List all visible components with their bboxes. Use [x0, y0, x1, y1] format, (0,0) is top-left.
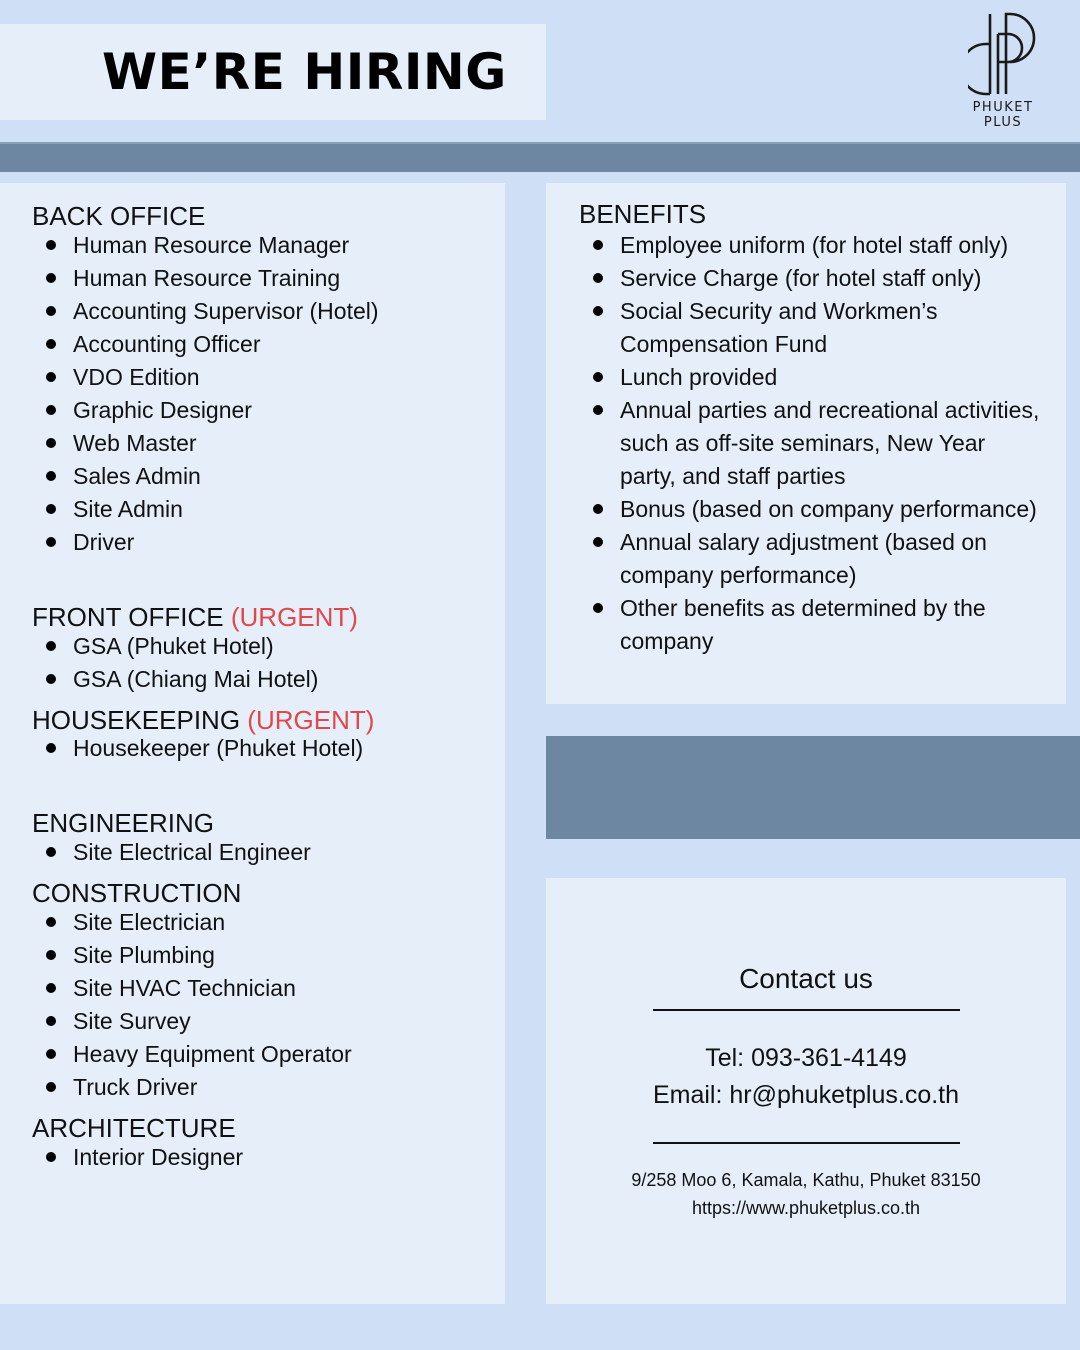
- contact-phone[interactable]: Tel: 093-361-4149: [705, 1044, 907, 1072]
- list-item: Heavy Equipment Operator: [32, 1038, 352, 1071]
- section-title-back-office: BACK OFFICE: [32, 201, 206, 231]
- section-title-front-office: FRONT OFFICE (URGENT): [32, 602, 358, 632]
- section-title-architecture: ARCHITECTURE: [32, 1113, 236, 1143]
- engineering-list: [32, 836, 311, 869]
- list-item: GSA (Phuket Hotel): [32, 630, 318, 663]
- contact-address: 9/258 Moo 6, Kamala, Kathu, Phuket 83150: [631, 1170, 981, 1190]
- header-divider: [0, 142, 1080, 172]
- section-title-construction: CONSTRUCTION: [32, 878, 242, 908]
- list-item: Web Master: [32, 427, 379, 460]
- list-item: Bonus (based on company performance): [579, 493, 1040, 526]
- list-item: Site Survey: [32, 1005, 352, 1038]
- list-item: Human Resource Training: [32, 262, 379, 295]
- list-item: Service Charge (for hotel staff only): [579, 262, 1040, 295]
- list-item: Site HVAC Technician: [32, 972, 352, 1005]
- list-item: Interior Designer: [32, 1141, 243, 1174]
- logo: [962, 10, 1044, 132]
- list-item: Social Security and Workmen’s Compensation Fund: [579, 295, 1040, 361]
- list-item: Graphic Designer: [32, 394, 379, 427]
- list-item: Site Admin: [32, 493, 379, 526]
- divider: [653, 1009, 960, 1011]
- construction-list: [32, 906, 352, 1104]
- contact-email[interactable]: Email: hr@phuketplus.co.th: [652, 1081, 960, 1109]
- list-item: Human Resource Manager: [32, 229, 379, 262]
- logo-text-line1: PHUKET: [972, 100, 1034, 115]
- urgent-badge: (URGENT): [247, 705, 375, 735]
- list-item: Sales Admin: [32, 460, 379, 493]
- list-item: GSA (Chiang Mai Hotel): [32, 663, 318, 696]
- list-item: Site Electrical Engineer: [32, 836, 311, 869]
- list-item: Other benefits as determined by the company: [579, 592, 1040, 658]
- architecture-list: [32, 1141, 243, 1174]
- decorative-band: [546, 736, 1080, 839]
- housekeeping-list: [32, 732, 363, 765]
- list-item: Housekeeper (Phuket Hotel): [32, 732, 363, 765]
- list-item: Site Electrician: [32, 906, 352, 939]
- section-title-engineering: ENGINEERING: [32, 808, 215, 838]
- list-item: Driver: [32, 526, 379, 559]
- list-item: VDO Edition: [32, 361, 379, 394]
- list-item: Accounting Officer: [32, 328, 379, 361]
- contact-title: Contact us: [739, 963, 873, 994]
- list-item: Truck Driver: [32, 1071, 352, 1104]
- section-title-benefits: BENEFITS: [579, 199, 707, 229]
- back-office-list: [32, 229, 379, 559]
- list-item: Lunch provided: [579, 361, 1040, 394]
- urgent-badge: (URGENT): [230, 602, 358, 632]
- page-title: WE’RE HIRING: [102, 43, 507, 101]
- logo-icon: [968, 10, 1038, 98]
- contact-website-link[interactable]: https://www.phuketplus.co.th: [691, 1198, 921, 1218]
- list-item: Site Plumbing: [32, 939, 352, 972]
- list-item: Annual salary adjustment (based on company performance): [579, 526, 1040, 592]
- list-item: Employee uniform (for hotel staff only): [579, 229, 1040, 262]
- benefits-list: [579, 229, 1040, 658]
- list-item: Accounting Supervisor (Hotel): [32, 295, 379, 328]
- front-office-list: [32, 630, 318, 696]
- section-title-housekeeping: HOUSEKEEPING (URGENT): [32, 705, 375, 735]
- divider: [653, 1142, 960, 1144]
- logo-text-line2: PLUS: [983, 115, 1023, 130]
- list-item: Annual parties and recreational activities, such as off-site seminars, New Year party, and staff parties: [579, 394, 1040, 493]
